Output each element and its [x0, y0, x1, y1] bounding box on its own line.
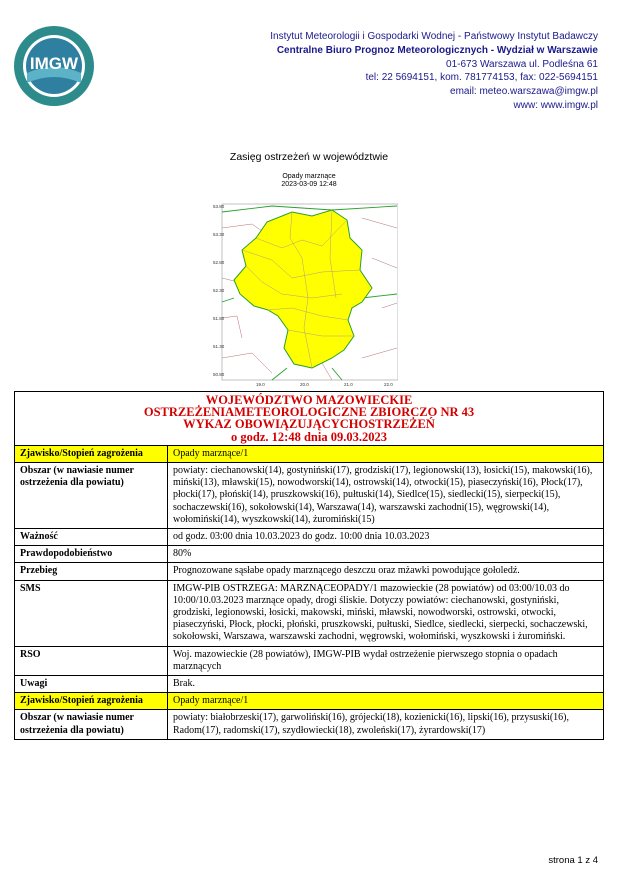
x-tick: 19.0: [256, 382, 265, 387]
institution-header: [270, 30, 598, 113]
y-tick: 52.30: [213, 288, 225, 293]
y-tick: 51.30: [213, 344, 225, 349]
table-row: [15, 529, 604, 546]
row-value: powiaty: białobrzeski(17), garwoliński(16), grójecki(18), kozienicki(16), lipski(16), przysuski(16), Radom(17), radomski(17), szydłowiecki(18), zwoleński(17), żyrardowski(17): [168, 710, 604, 739]
map-section-title: Zasięg ostrzeżeń w województwie: [229, 151, 389, 163]
page-number: strona 1 z 4: [548, 855, 598, 866]
row-value: powiaty: ciechanowski(14), gostyniński(17), grodziski(17), legionowski(13), łosicki(15), makowski(16), miński(13), mławski(15), nowodworski(14), ostrowski(14), otwocki(15), piaseczyński(16), Płock(17), płocki(17), płoński(14), pruszkowski(16), pułtuski(14), Siedlce(15), siedlecki(15), sierpecki(15), sochaczewski(16), sokołowski(14), Warszawa(14), warszawski zachodni(15), węgrowski(14), wołomiński(14), wyszkowski(14), żuromiński(15): [168, 463, 604, 529]
row-label: Ważność: [15, 529, 168, 546]
row-label: Zjawisko/Stopień zagrożenia: [15, 693, 168, 710]
table-row: [15, 463, 604, 529]
row-label: SMS: [15, 580, 168, 646]
address: 01-673 Warszawa ul. Podleśna 61: [446, 58, 598, 70]
table-row: [15, 676, 604, 693]
table-title-row: [15, 392, 604, 446]
table-row: [15, 445, 604, 462]
title-list: WYKAZ OBOWIĄZUJĄCYCHOSTRZEŻEŃ: [183, 417, 435, 432]
bureau-name: Centralne Biuro Prognoz Meteorologicznych - Wydział w Warszawie: [276, 44, 598, 56]
x-tick: 22.0: [384, 382, 393, 387]
map-timestamp: 2023-03-09 12:48: [281, 181, 337, 188]
warnings-table: [14, 391, 604, 740]
row-label: Przebieg: [15, 563, 168, 580]
table-row: [15, 710, 604, 739]
x-tick: 21.0: [344, 382, 353, 387]
row-value: Brak.: [168, 676, 604, 693]
table-row: [15, 546, 604, 563]
warning-map: [212, 198, 398, 388]
y-tick: 53.80: [213, 204, 225, 209]
row-label: Uwagi: [15, 676, 168, 693]
map-phenomenon: Opady marznące: [282, 173, 336, 180]
y-tick: 53.30: [213, 232, 225, 237]
x-tick: 20.0: [300, 382, 309, 387]
imgw-logo: [13, 25, 95, 107]
y-tick: 50.80: [213, 372, 225, 377]
map-caption: [0, 173, 618, 189]
table-row: [15, 646, 604, 675]
logo-text: IMGW: [29, 54, 79, 73]
email[interactable]: email: meteo.warszawa@imgw.pl: [450, 86, 598, 98]
title-datetime: o godz. 12:48 dnia 09.03.2023: [231, 429, 387, 444]
row-label: Obszar (w nawiasie numer ostrzeżenia dla powiatu): [15, 463, 168, 529]
row-label: Zjawisko/Stopień zagrożenia: [15, 445, 168, 462]
row-value: Opady marznące/1: [168, 693, 604, 710]
row-value: Woj. mazowieckie (28 powiatów), IMGW-PIB wydał ostrzeżenie pierwszego stopnia o opadach marznących: [168, 646, 604, 675]
row-value: 80%: [168, 546, 604, 563]
row-label: Obszar (w nawiasie numer ostrzeżenia dla powiatu): [15, 710, 168, 739]
row-value: Prognozowane sąsłabe opady marznącego deszczu oraz mżawki powodujące gołoledź.: [168, 563, 604, 580]
table-row: [15, 563, 604, 580]
institute-name: Instytut Meteorologii i Gospodarki Wodnej - Państwowy Instytut Badawczy: [270, 31, 598, 42]
phone: tel: 22 5694151, kom. 781774153, fax: 022-5694151: [365, 72, 598, 84]
title-bulletin: OSTRZEŻENIAMETEOROLOGICZNE ZBIORCZO NR 43: [143, 405, 475, 420]
row-value: Opady marznące/1: [168, 445, 604, 462]
warnings-title: [15, 392, 604, 446]
row-label: RSO: [15, 646, 168, 675]
y-tick: 52.80: [213, 260, 225, 265]
title-voivodeship: WOJEWÓDZTWO MAZOWIECKIE: [205, 393, 413, 407]
row-value: IMGW-PIB OSTRZEGA: MARZNĄCEOPADY/1 mazowieckie (28 powiatów) od 03:00/10.03 do 10:00/10.03.2023 marznące opady, drogi śliskie. Dotyczy powiatów: ciechanowski, gostyniński, grodziski, legionowski, łosicki, makowski, miński, mławski, nowodworski, ostrowski, otwocki, piaseczyński, Płock, płocki, płoński, pruszkowski, pułtuski, Siedlce, siedlecki, sierpecki, sochaczewski, sokołowski, Warszawa, warszawski zachodni, węgrowski, wołomiński, wyszkowski i żuromiński.: [168, 580, 604, 646]
website[interactable]: www: www.imgw.pl: [513, 99, 598, 111]
y-tick: 51.80: [213, 316, 225, 321]
row-value: od godz. 03:00 dnia 10.03.2023 do godz. 10:00 dnia 10.03.2023: [168, 529, 604, 546]
table-row: [15, 693, 604, 710]
table-row: [15, 580, 604, 646]
row-label: Prawdopodobieństwo: [15, 546, 168, 563]
